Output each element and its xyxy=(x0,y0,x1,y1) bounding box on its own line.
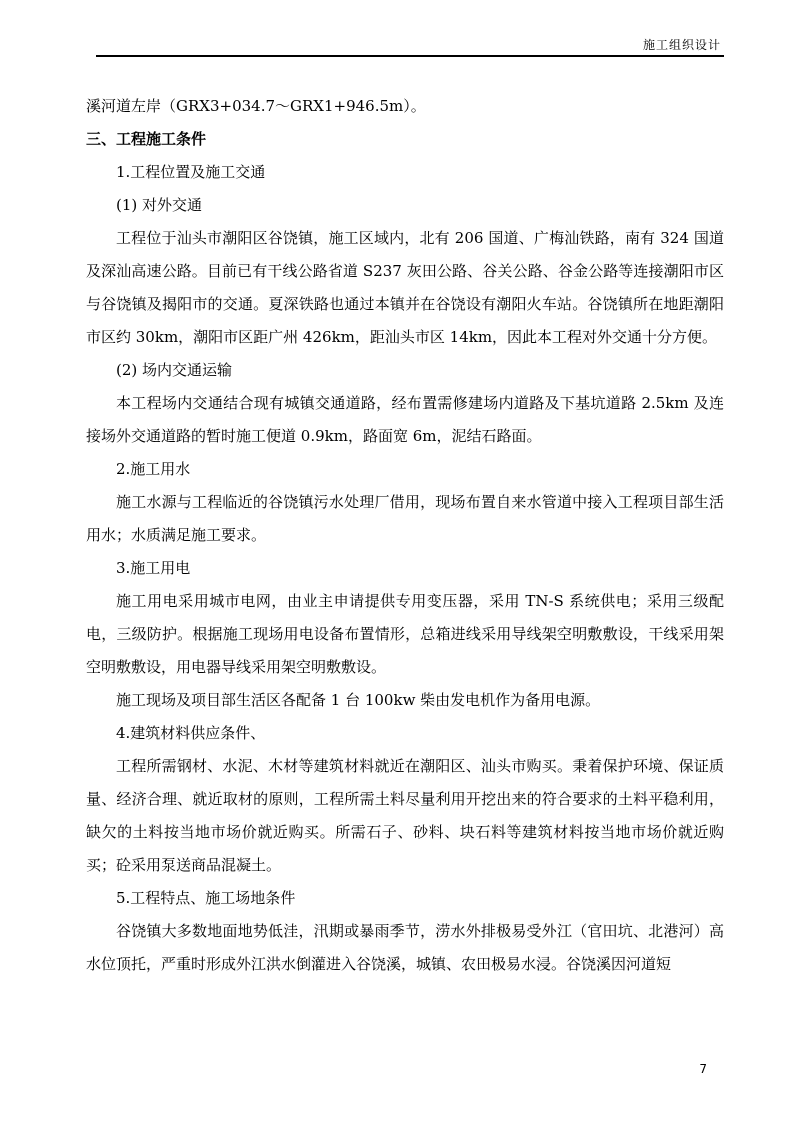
paragraph: 工程所需钢材、水泥、木材等建筑材料就近在潮阳区、汕头市购买。秉着保护环境、保证质量、经济合理、就近取材的原则，工程所需土料尽量利用开挖出来的符合要求的土料平稳利用，缺欠的土料按当地市场价就近购买。所需石子、砂料、块石料等建筑材料按当地市场价就近购买；砼采用泵送商品混凝土。 xyxy=(86,757,724,874)
paragraph: 施工用电采用城市电网，由业主申请提供专用变压器，采用 TN-S 系统供电；采用三级配电，三级防护。根据施工现场用电设备布置情形，总箱进线采用导线架空明敷敷设，干线采用架空明敷敷设，用电器导线采用架空明敷敷设。 xyxy=(86,592,724,676)
header-rule xyxy=(96,55,724,57)
section-heading: 三、工程施工条件 xyxy=(86,130,207,148)
page-number: 7 xyxy=(699,1062,707,1076)
paragraph: 谷饶镇大多数地面地势低洼，汛期或暴雨季节，涝水外排极易受外江（官田坑、北港河）高水位顶托，严重时形成外江洪水倒灌进入谷饶溪，城镇、农田极易水浸。谷饶溪因河道短 xyxy=(86,922,724,973)
paragraph: 本工程场内交通结合现有城镇交通道路，经布置需修建场内道路及下基坑道路 2.5km 及连接场外交通道路的暂时施工便道 0.9km，路面宽 6m，泥结石路面。 xyxy=(86,394,724,445)
paragraph: 溪河道左岸（GRX3+034.7～GRX1+946.5m）。 xyxy=(86,97,426,115)
paragraph: 工程位于汕头市潮阳区谷饶镇，施工区域内，北有 206 国道、广梅汕铁路，南有 324 国道及深汕高速公路。目前已有干线公路省道 S237 灰田公路、谷关公路、谷金公路等连接潮阳市区与谷饶镇及揭阳市的交通。夏深铁路也通过本镇并在谷饶设有潮阳火车站。谷饶镇所在地距潮阳市区约 30km，潮阳市区距广州 426km，距汕头市区 14km，因此本工程对外交通十分方便。 xyxy=(86,229,724,346)
subsection-heading: 4.建筑材料供应条件、 xyxy=(116,724,266,742)
subsection-heading: 3.施工用电 xyxy=(116,559,191,577)
paragraph: 施工现场及项目部生活区各配备 1 台 100kw 柴由发电机作为备用电源。 xyxy=(116,691,601,709)
header-title: 施工组织设计 xyxy=(642,38,721,52)
subsection-heading: 2.施工用水 xyxy=(116,460,191,478)
subsection-heading: 1.工程位置及施工交通 xyxy=(116,163,266,181)
subsection-heading: 5.工程特点、施工场地条件 xyxy=(116,889,296,907)
paragraph: 施工水源与工程临近的谷饶镇污水处理厂借用，现场布置自来水管道中接入工程项目部生活用水；水质满足施工要求。 xyxy=(86,493,724,544)
subsection-heading: (1) 对外交通 xyxy=(116,196,203,214)
document-body xyxy=(86,90,724,981)
subsection-heading: (2) 场内交通运输 xyxy=(116,361,233,379)
